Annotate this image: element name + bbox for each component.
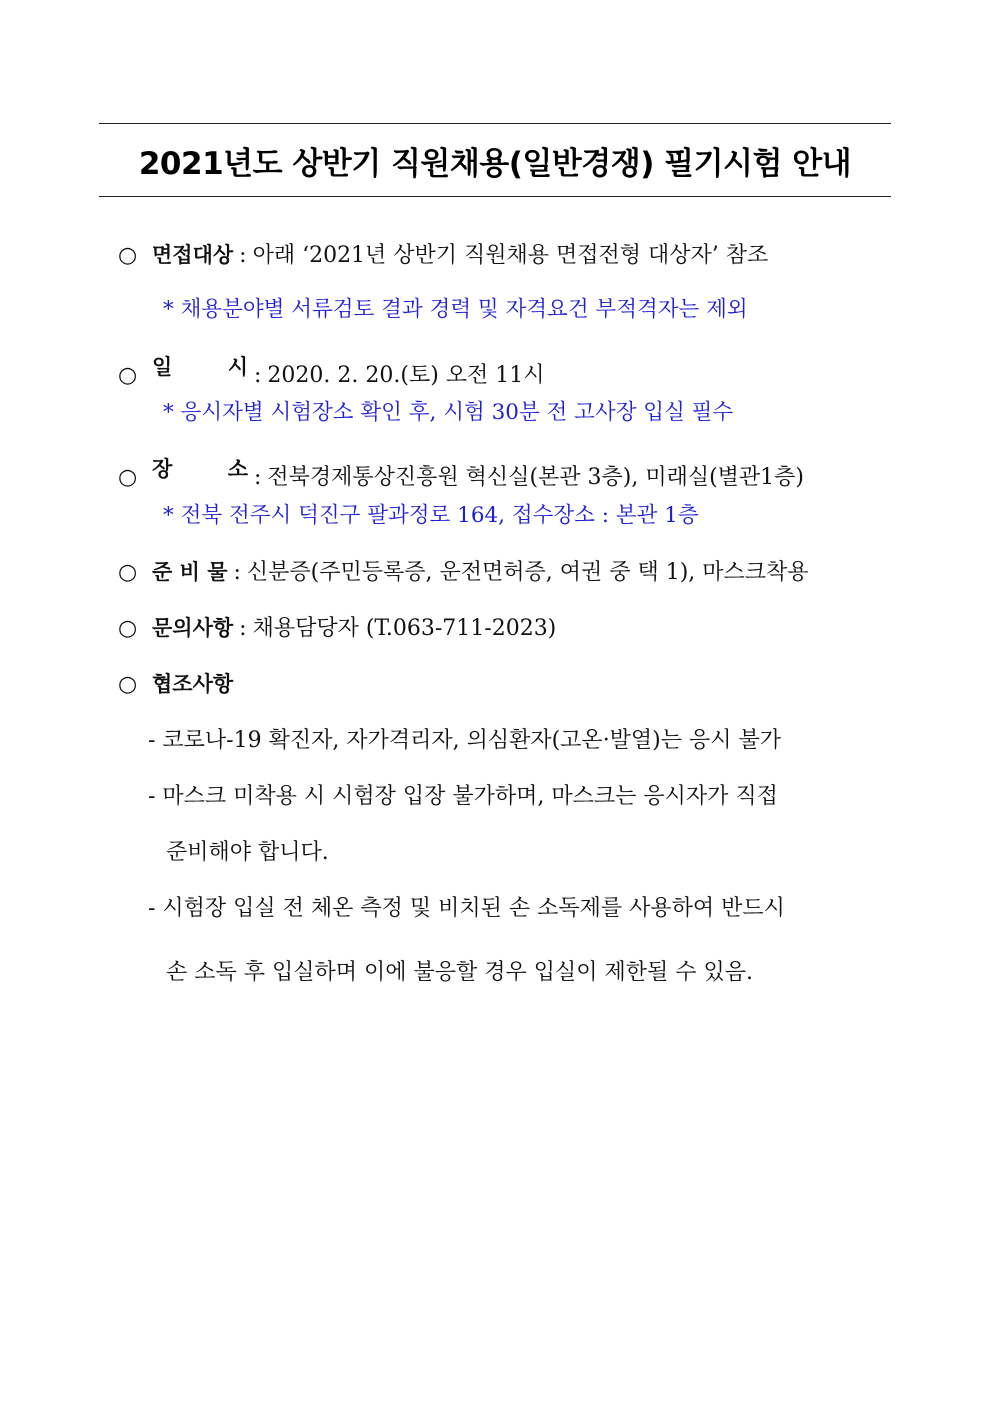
item-datetime bbox=[118, 352, 545, 391]
colon: : bbox=[239, 243, 247, 268]
item-datetime-note: * 응시자별 시험장소 확인 후, 시험 30분 전 고사장 입실 필수 bbox=[163, 400, 734, 425]
circle-bullet-icon: ○ bbox=[118, 616, 138, 641]
title-box bbox=[99, 123, 891, 197]
item-datetime-label: 일 시 bbox=[152, 355, 248, 379]
cooperation-line: - 코로나-19 확진자, 자가격리자, 의심환자(고온·발열)는 응시 불가 bbox=[148, 728, 782, 753]
item-contact bbox=[118, 613, 556, 644]
cooperation-line: 손 소독 후 입실하며 이에 불응할 경우 입실이 제한될 수 있음. bbox=[166, 960, 753, 985]
item-place bbox=[118, 454, 804, 493]
colon: : bbox=[254, 465, 262, 490]
circle-bullet-icon: ○ bbox=[118, 243, 138, 268]
cooperation-line: - 시험장 입실 전 체온 측정 및 비치된 손 소독제를 사용하여 반드시 bbox=[148, 896, 785, 921]
item-datetime-value: 2020. 2. 20.(토) 오전 11시 bbox=[267, 363, 545, 388]
item-place-label: 장 소 bbox=[152, 457, 248, 481]
circle-bullet-icon: ○ bbox=[118, 363, 138, 388]
item-target-label: 면접대상 bbox=[152, 243, 234, 267]
item-prepare bbox=[118, 557, 809, 588]
item-place-note: * 전북 전주시 덕진구 팔과정로 164, 접수장소 : 본관 1층 bbox=[163, 503, 699, 528]
item-contact-label: 문의사항 bbox=[152, 616, 234, 640]
cooperation-line: - 마스크 미착용 시 시험장 입장 불가하며, 마스크는 응시자가 직접 bbox=[148, 784, 778, 809]
colon: : bbox=[233, 560, 241, 585]
item-cooperation-label: 협조사항 bbox=[152, 672, 234, 696]
item-prepare-label: 준 비 물 bbox=[152, 560, 228, 584]
circle-bullet-icon: ○ bbox=[118, 672, 138, 697]
colon: : bbox=[254, 363, 262, 388]
page-title: 2021년도 상반기 직원채용(일반경쟁) 필기시험 안내 bbox=[138, 145, 852, 182]
item-prepare-value: 신분증(주민등록증, 운전면허증, 여권 중 택 1), 마스크착용 bbox=[246, 560, 809, 585]
circle-bullet-icon: ○ bbox=[118, 560, 138, 585]
item-place-value: 전북경제통상진흥원 혁신실(본관 3층), 미래실(별관1층) bbox=[267, 465, 805, 490]
item-target-value: 아래 ‘2021년 상반기 직원채용 면접전형 대상자’ 참조 bbox=[252, 243, 769, 268]
item-target-note: * 채용분야별 서류검토 결과 경력 및 자격요건 부적격자는 제외 bbox=[163, 297, 748, 322]
item-target bbox=[118, 240, 768, 271]
item-contact-value: 채용담당자 (T.063-711-2023) bbox=[252, 616, 557, 641]
cooperation-line: 준비해야 합니다. bbox=[166, 840, 329, 865]
circle-bullet-icon: ○ bbox=[118, 465, 138, 490]
colon: : bbox=[239, 616, 247, 641]
item-cooperation bbox=[118, 669, 233, 700]
